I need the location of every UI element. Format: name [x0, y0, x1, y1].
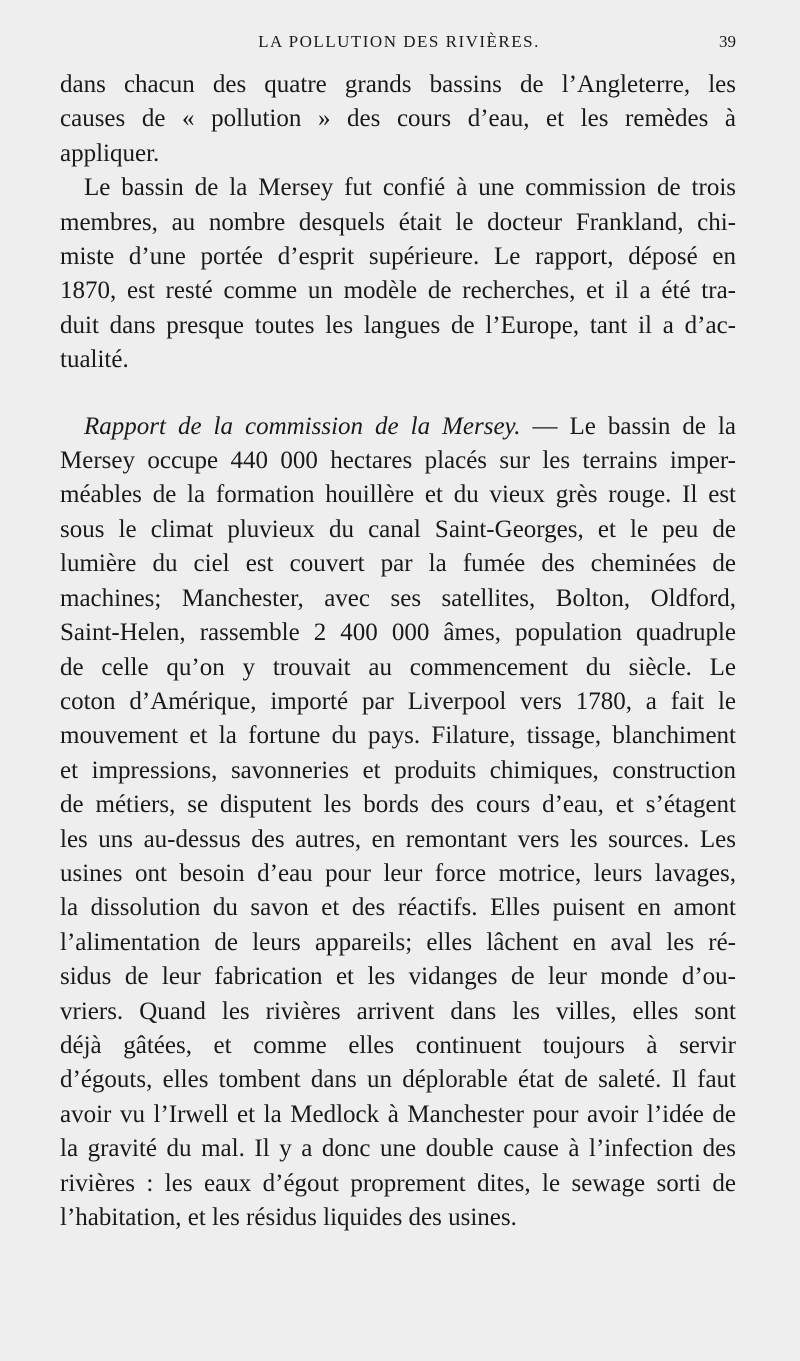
body-text [60, 68, 736, 1235]
section-heading: Rapport de la commission de la Mersey. [84, 412, 521, 440]
text-line: tualité. [60, 346, 129, 374]
text-line: usines ont besoin d’eau pour leur force motrice, leurs lavages, [60, 859, 736, 887]
text-line: appliquer. [60, 139, 160, 167]
text-line: Le bassin de la Mersey fut confié à une commission de trois [84, 174, 736, 202]
text-line: sidus de leur fabrication et les vidanges de leur monde d’ou- [60, 963, 736, 991]
text-line: mouvement et la fortune du pays. Filature, tissage, blanchiment [60, 722, 736, 750]
running-title: LA POLLUTION DES RIVIÈRES. [258, 32, 540, 51]
text-line: machines; Manchester, avec ses satellites, Bolton, Oldford, [60, 584, 736, 612]
page-number: 39 [719, 32, 736, 51]
text-line: Mersey occupe 440 000 hectares placés sur les terrains imper- [60, 447, 736, 475]
text-line: sous le climat pluvieux du canal Saint-Georges, et le peu de [60, 515, 736, 543]
text-line: l’alimentation de leurs appareils; elles lâchent en aval les ré- [60, 928, 736, 956]
text-line: les uns au-dessus des autres, en remontant vers les sources. Les [60, 825, 736, 853]
text-line: — Le bassin de la [520, 412, 736, 440]
text-line: la gravité du mal. Il y a donc une double cause à l’infection des [60, 1135, 736, 1163]
text-line-with-heading [60, 410, 736, 444]
paragraph-1 [60, 68, 736, 171]
text-line: causes de « pollution » des cours d’eau, et les remèdes à [60, 105, 736, 133]
text-line: de métiers, se disputent les bords des cours d’eau, et s’étagent [60, 791, 736, 819]
text-line: et impressions, savonneries et produits chimiques, construction [60, 756, 736, 784]
text-line: membres, au nombre desquels était le docteur Frankland, chi- [60, 208, 736, 236]
paragraph-3 [60, 410, 736, 1236]
text-line: miste d’une portée d’esprit supérieure. Le rapport, déposé en [60, 243, 736, 271]
text-line: déjà gâtées, et comme elles continuent toujours à servir [60, 1031, 736, 1059]
running-header [60, 30, 738, 56]
text-line: 1870, est resté comme un modèle de recherches, et il a été tra- [60, 277, 736, 305]
text-line: coton d’Amérique, importé par Liverpool vers 1780, a fait le [60, 687, 736, 715]
text-line: l’habitation, et les résidus liquides des usines. [60, 1204, 517, 1231]
paragraph-2 [60, 171, 736, 377]
text-line: Saint-Helen, rassemble 2 400 000 âmes, population quadruple [60, 619, 736, 647]
text-line: la dissolution du savon et des réactifs. Elles puisent en amont [60, 894, 736, 922]
text-line: rivières : les eaux d’égout proprement dites, le sewage sorti de [60, 1169, 736, 1197]
text-line: d’égouts, elles tombent dans un déplorable état de saleté. Il faut [60, 1066, 736, 1094]
text-line: avoir vu l’Irwell et la Medlock à Manchester pour avoir l’idée de [60, 1100, 736, 1128]
text-line: dans chacun des quatre grands bassins de l’Angleterre, les [60, 71, 736, 98]
text-line: vriers. Quand les rivières arrivent dans les villes, elles sont [60, 997, 736, 1025]
text-line: de celle qu’on y trouvait au commencement du siècle. Le [60, 653, 736, 681]
text-line: méables de la formation houillère et du vieux grès rouge. Il est [60, 481, 736, 509]
text-line: lumière du ciel est couvert par la fumée des cheminées de [60, 550, 736, 578]
text-line: duit dans presque toutes les langues de l’Europe, tant il a d’ac- [60, 311, 736, 339]
paragraph-spacer [60, 378, 736, 410]
